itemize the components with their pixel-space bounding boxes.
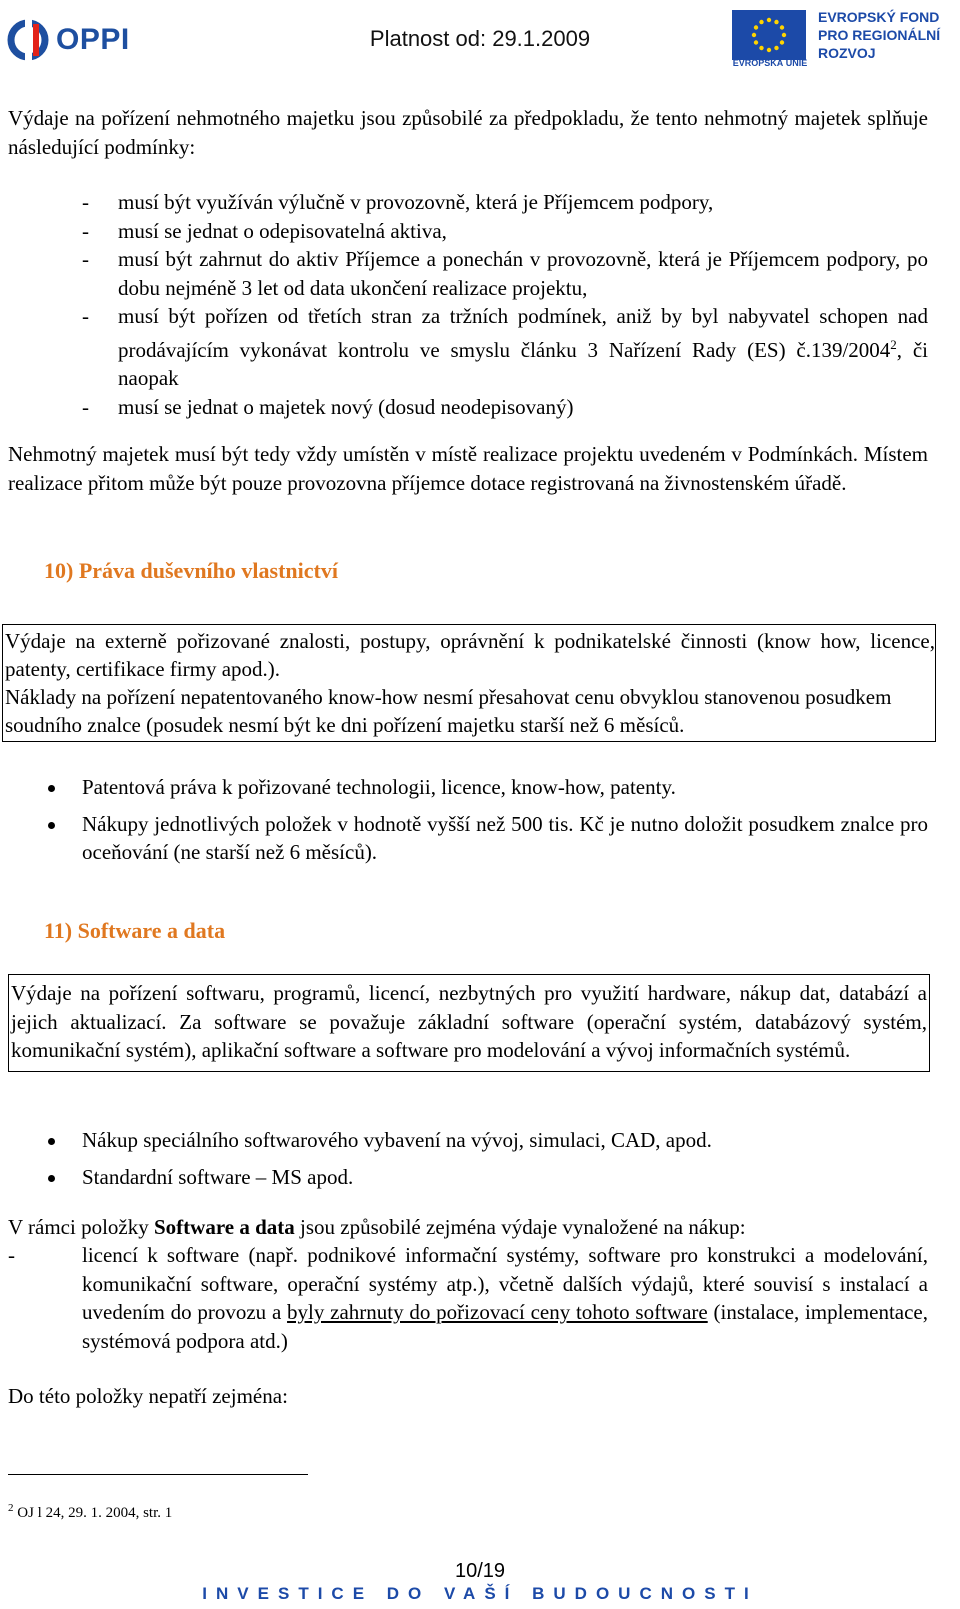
list-item: - musí být využíván výlučně v provozovně, která je Příjemcem podpory, (82, 190, 714, 214)
section-10-heading: 10) Práva duševního vlastnictví (44, 558, 338, 583)
section-11-box: Výdaje na pořízení softwaru, programů, licencí, nezbytných pro využití hardware, nákup dat, databází a jejich aktualizací. Za software se považuje základní software (operační systém, databázový systém, komunikační systém), aplikační software a software pro modelování a vývoj informačních systémů. (8, 974, 930, 1072)
bullet-text: Patentová práva k pořizované technologii, licence, know-how, patenty. (82, 775, 676, 799)
eu-flag-icon (732, 10, 806, 60)
box-text-1: Výdaje na externě pořizované znalosti, postupy, oprávnění k podnikatelské činnosti (know how, licence, patenty, certifikace firmy apod.). (5, 629, 935, 681)
conditions-list (8, 188, 928, 421)
erdf-logo-text (818, 8, 958, 62)
condition-text: musí se jednat o odepisovatelná aktiva, (118, 218, 447, 243)
eligible-intro-bold: Software a data (154, 1215, 295, 1239)
footnote-number: 2 (8, 1502, 14, 1514)
footer-slogan: INVESTICE DO VAŠÍ BUDOUCNOSTI (202, 1584, 758, 1603)
condition-tail: , či naopak (118, 337, 929, 390)
not-included-text: Do této položky nepatří zejména: (8, 1384, 288, 1408)
eu-star-icon (759, 46, 763, 50)
erdf-line-2: PRO REGIONÁLNÍ (818, 27, 941, 43)
eu-star-icon (774, 46, 778, 50)
eligible-list (8, 1241, 928, 1355)
box-text-2: Náklady na pořízení nepatentovaného know-how nesmí přesahovat cenu obvyklou stanovenou posudkem soudního znalce (posudek nesmí být ke dni pořízení majetku starší než 6 měsíců. (5, 685, 892, 737)
eligible-intro-after: jsou způsobilé zejména výdaje vynaložené na nákup: (294, 1215, 746, 1239)
location-paragraph: Nehmotný majetek musí být tedy vždy umístěn v místě realizace projektu uvedeném v Podmínkách. Místem realizace přitom může být pouze provozovna příjemce dotace registrovaná na živnostenském úřadě. (8, 442, 928, 495)
oppi-logo-text: OPPI (56, 23, 130, 56)
condition-text: musí být pořízen od třetích stran za tržních podmínek, aniž by byl nabyvatel schopen nad prodávajícím vykonávat kontrolu ve smyslu článku 3 Nařízení Rady (ES) č.139/2004 (118, 304, 928, 362)
eu-star-icon (767, 18, 771, 22)
eligible-item-text: licencí k software (např. podnikové informační systémy, software pro konstrukci a modelování, komunikační software, operační systémy atp.), včetně dalších výdajů, které souvisí s instalací a uvedením do provozu a (82, 1243, 928, 1324)
list-item (8, 1126, 928, 1155)
footnote-text: OJ l 24, 29. 1. 2004, str. 1 (17, 1505, 173, 1521)
condition-text: musí být využíván výlučně v provozovně, která je Příjemcem podpory, (118, 190, 714, 214)
page-number: 10/19 (454, 1560, 506, 1582)
eu-star-icon (754, 25, 758, 29)
erdf-line-3: ROZVOJ (818, 45, 876, 61)
section-10-bullets (8, 773, 928, 875)
bullet-text: Nákupy jednotlivých položek v hodnotě vyšší než 500 tis. Kč je nutno doložit posudkem znalce pro oceňování (ne starší než 6 měsíců). (82, 811, 928, 864)
eu-star-icon (774, 20, 778, 24)
intro-paragraph: Výdaje na pořízení nehmotného majetku jsou způsobilé za předpokladu, že tento nehmotný majetek splňuje následující podmínky: (8, 106, 928, 159)
list-item: - musí být pořízen od třetích stran za tržních podmínek, aniž by byl nabyvatel schopen nad prodávajícím vykonávat kontrolu ve smyslu článku 3 Nařízení Rady (ES) č.139/2004$^2$, či naopak (82, 304, 929, 390)
list-item (8, 773, 928, 802)
eu-star-icon (767, 48, 771, 52)
list-item: - musí se jednat o odepisovatelná aktiva, (82, 218, 447, 243)
eu-star-icon (754, 40, 758, 44)
validity-date: Platnost od: 29.1.2009 (369, 26, 591, 51)
erdf-line-1: EVROPSKÝ FOND (818, 9, 940, 25)
section-11-heading: 11) Software a data (44, 918, 226, 943)
eligible-item-underlined: byly zahrnuty do pořizovací ceny tohoto software (287, 1300, 708, 1324)
eu-star-icon (780, 40, 784, 44)
condition-text: musí být zahrnut do aktiv Příjemce a ponechán v provozovně, která je Příjemcem podpory, po dobu nejméně 3 let od data ukončení realizace projektu, (118, 247, 928, 300)
list-item (8, 1163, 928, 1192)
section-11-bullets (8, 1126, 928, 1199)
footnote (8, 1502, 172, 1522)
eu-star-icon (780, 25, 784, 29)
eu-caption: EVROPSKÁ UNIE (732, 58, 808, 68)
bullet-text: Nákup speciálního softwarového vybavení na vývoj, simulaci, CAD, apod. (82, 1128, 712, 1152)
footnote-divider (8, 1474, 308, 1475)
footnote-ref: 2 (890, 336, 897, 352)
eligible-intro-before: V rámci položky (8, 1215, 154, 1239)
list-item: - musí být zahrnut do aktiv Příjemce a ponechán v provozovně, která je Příjemcem podpory, po dobu nejméně 3 let od data ukončení realizace projektu, (82, 247, 928, 300)
eu-star-icon (759, 20, 763, 24)
eu-star-icon (752, 33, 756, 37)
bullet-text: Standardní software – MS apod. (82, 1164, 354, 1189)
list-item: - licencí k software (např. podnikové informační systémy, software pro konstrukci a modelování, komunikační software, operační systémy atp.), včetně dalších výdajů, které souvisí s instalací a uvedením do provozu a byly zahrnuty do pořizovací ceny tohoto software (instalace, implementace, systémová podpora atd.) (8, 1243, 928, 1353)
eligible-item-tail: (instalace, implementace, systémová podpora atd.) (82, 1300, 928, 1353)
list-item: - musí se jednat o majetek nový (dosud neodepisovaný) (82, 394, 574, 419)
section-10-box (2, 624, 936, 742)
eligible-intro (8, 1213, 928, 1242)
condition-text: musí se jednat o majetek nový (dosud neodepisovaný) (118, 394, 574, 419)
eu-star-icon (782, 33, 786, 37)
list-item (8, 810, 928, 867)
